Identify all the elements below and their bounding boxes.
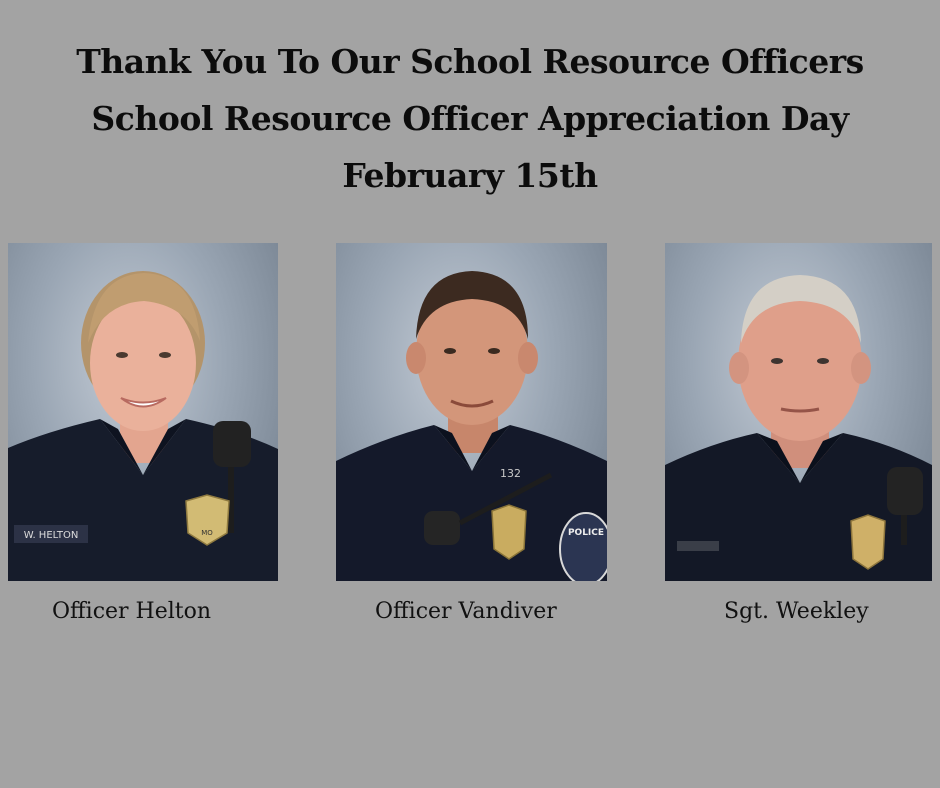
headline-appreciation-day: School Resource Officer Appreciation Day <box>91 99 849 138</box>
officer-helton-photo <box>8 243 278 581</box>
headline-thank-you: Thank You To Our School Resource Officers <box>76 42 864 81</box>
officer-helton-nameplate <box>14 525 88 543</box>
officer-vandiver-portrait <box>336 243 607 581</box>
officer-vandiver-caption: Officer Vandiver <box>375 599 557 624</box>
officer-vandiver-photo <box>336 243 607 581</box>
sgt-weekley-nameplate <box>677 541 719 551</box>
sgt-weekley-portrait <box>665 243 932 581</box>
officer-helton-portrait <box>8 243 278 581</box>
officer-vandiver-collar-number: 132 <box>500 467 521 480</box>
headline-date: February 15th <box>342 156 598 195</box>
officer-helton-caption: Officer Helton <box>52 599 212 624</box>
svg-text:POLICE: POLICE <box>567 528 605 538</box>
svg-text:MO: MO <box>201 529 213 537</box>
officer-vandiver-badge <box>492 505 526 559</box>
officer-vandiver-patch <box>560 513 607 581</box>
sgt-weekley-caption: Sgt. Weekley <box>724 599 869 624</box>
svg-text:W. HELTON: W. HELTON <box>23 530 79 541</box>
sgt-weekley-badge <box>851 515 885 569</box>
sgt-weekley-photo <box>665 243 932 581</box>
